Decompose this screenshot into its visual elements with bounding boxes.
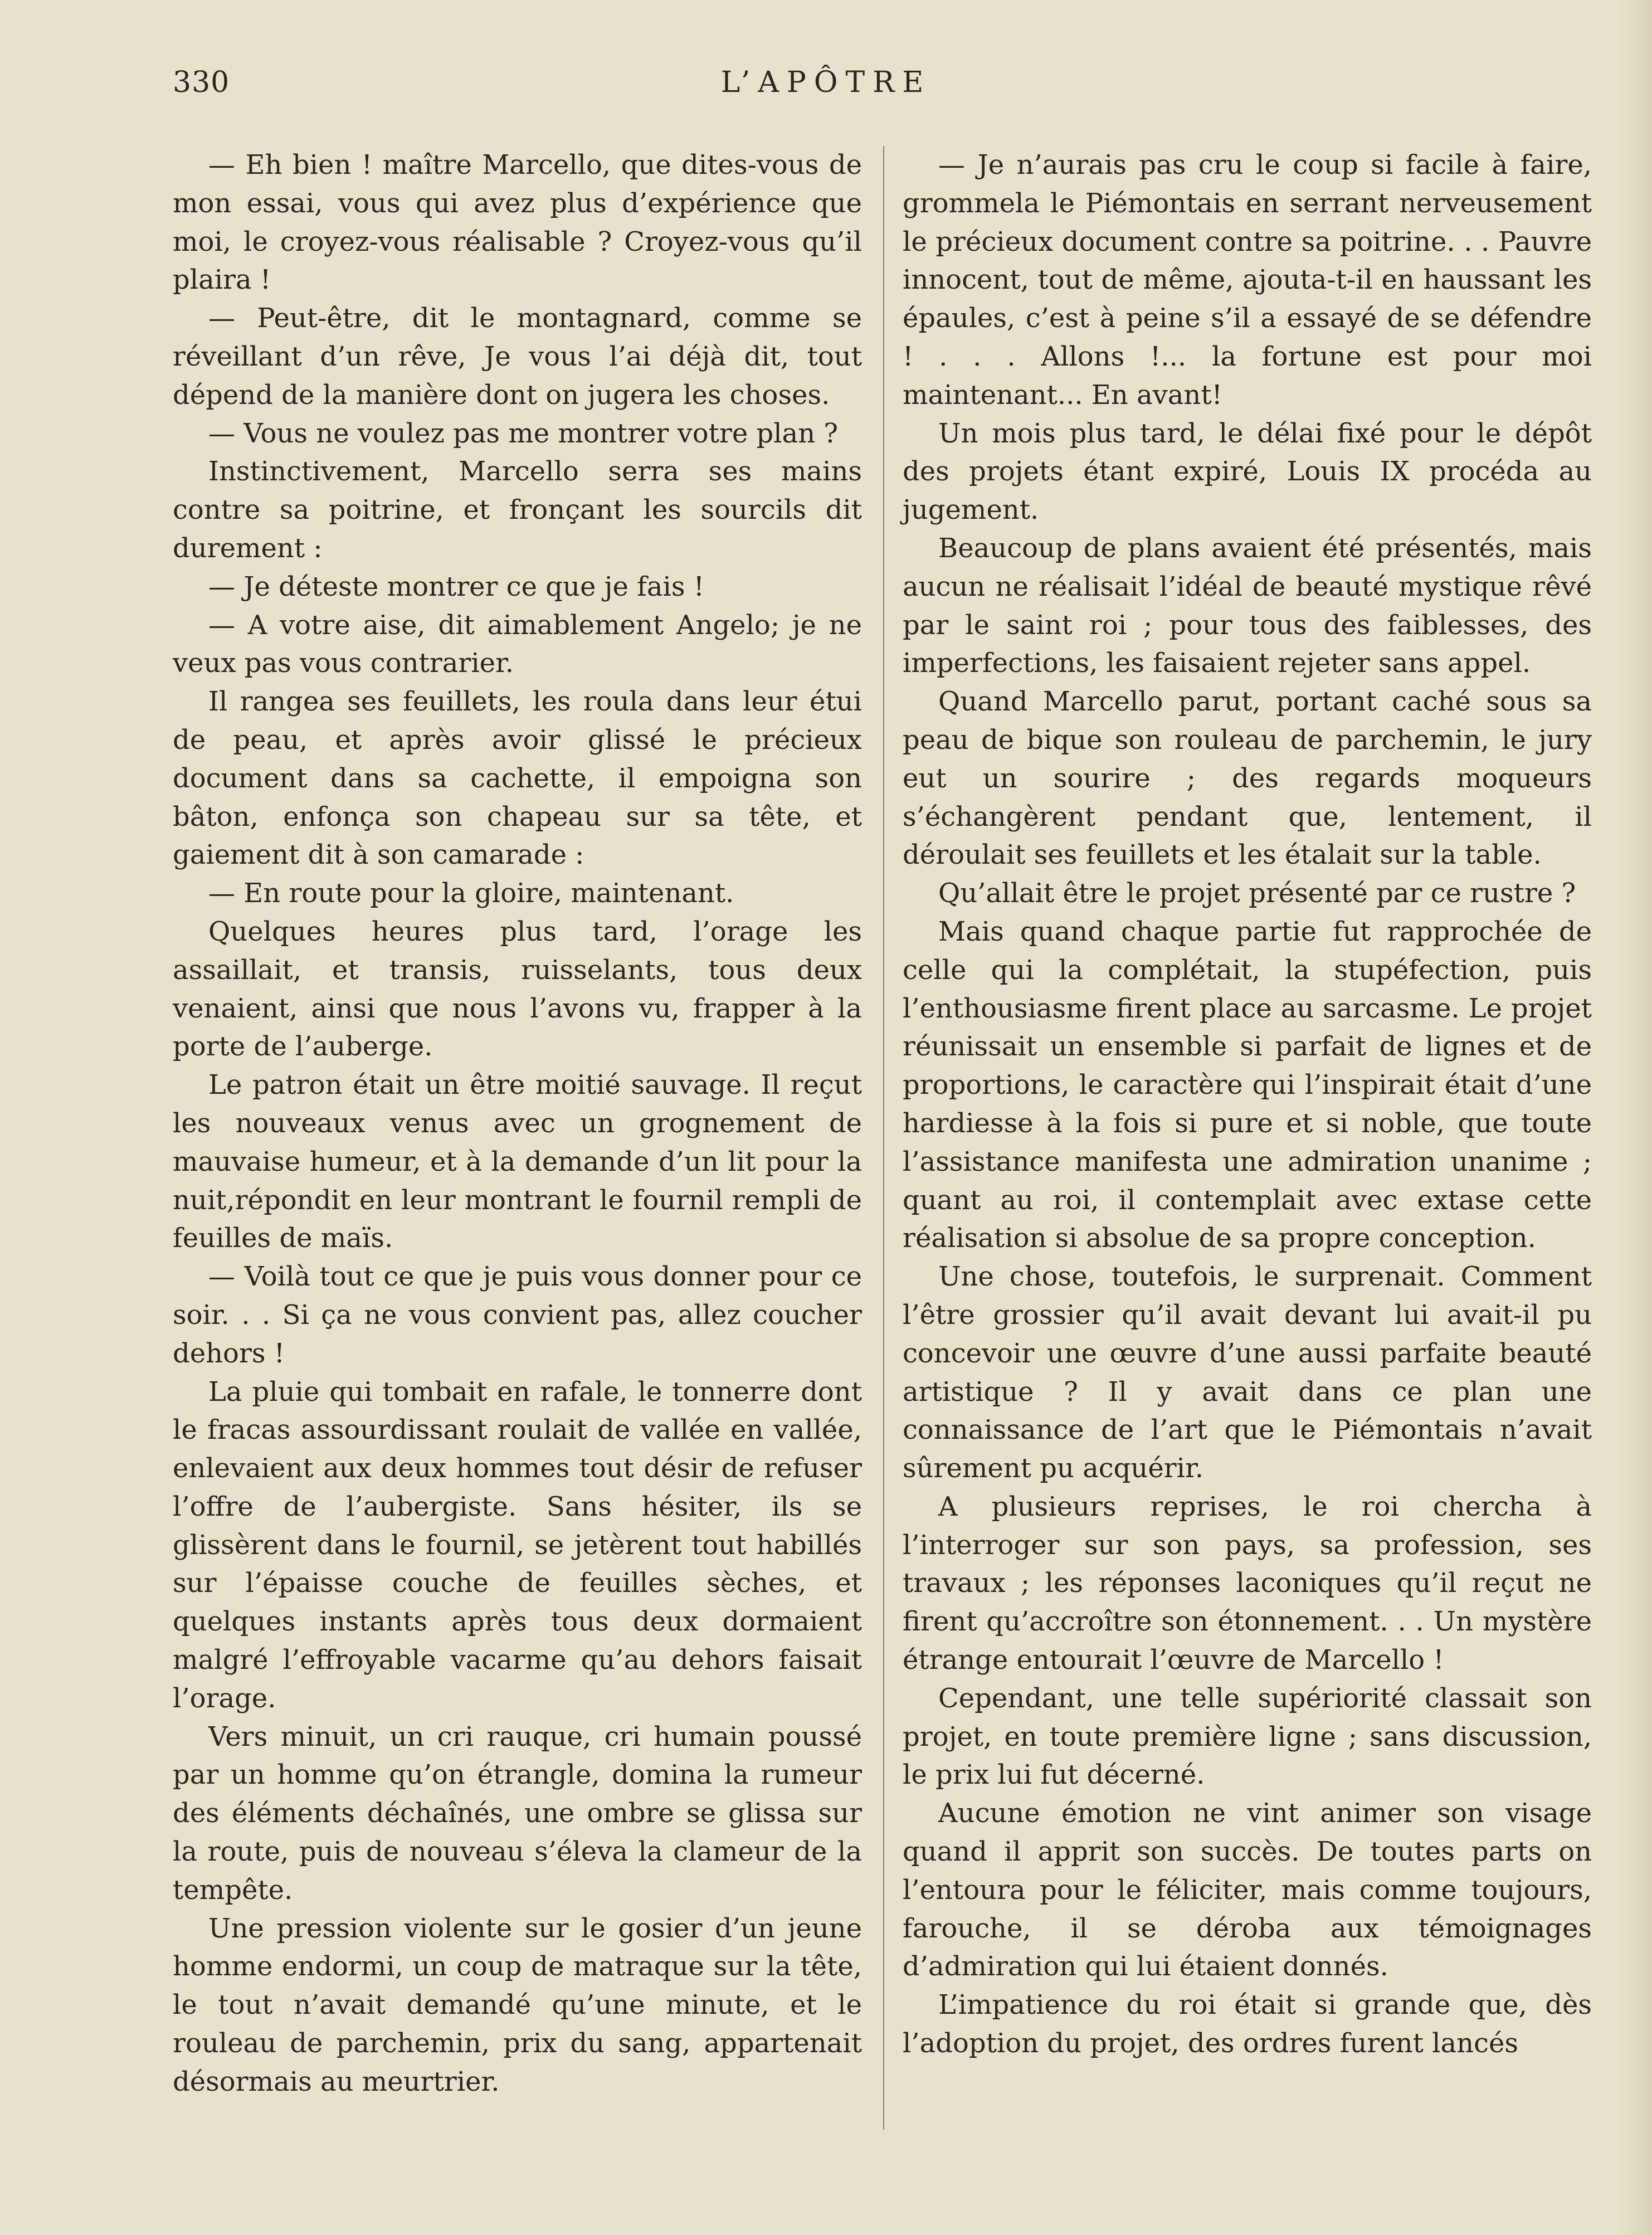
paragraph: — Voilà tout ce que je puis vous donner pour ce soir. . . Si ça ne vous convient pas, allez coucher dehors !	[173, 1261, 862, 1369]
paragraph: Quand Marcello parut, portant caché sous sa peau de bique son rouleau de parchemin, le jury eut un sourire ; des regards moqueurs s’échangèrent pendant que, lentement, il déroulait ses feuillets et les étalait sur la table.	[903, 686, 1592, 871]
running-title: L’APÔTRE	[720, 66, 932, 99]
paragraph: Qu’allait être le projet présenté par ce rustre ?	[938, 878, 1576, 909]
paragraph: — En route pour la gloire, maintenant.	[208, 878, 734, 909]
paragraph: Mais quand chaque partie fut rapprochée de celle qui la complétait, la stupéfection, puis l’enthousiasme firent place au sarcasme. Le projet réunissait un ensemble si parfait de lignes et de proportions, le caractère qui l’inspirait était d’une hardiesse à la fois si pure et si noble, que toute l’assistance manifesta une admiration unanime ; quant au roi, il contemplait avec extase cette réalisation si absolue de sa propre conception.	[903, 916, 1592, 1254]
paragraph: — Peut-être, dit le montagnard, comme se réveillant d’un rêve, Je vous l’ai déjà dit, tout dépend de la manière dont on jugera les choses.	[173, 303, 862, 411]
page-number: 330	[173, 66, 230, 99]
paragraph: L’impatience du roi était si grande que, dès l’adoption du projet, des ordres furent lancés	[903, 1989, 1592, 2059]
paragraph: Aucune émotion ne vint animer son visage quand il apprit son succès. De toutes parts on l’entoura pour le féliciter, mais comme toujours, farouche, il se déroba aux témoignages d’admiration qui lui étaient donnés.	[903, 1798, 1592, 1983]
paragraph: A plusieurs reprises, le roi chercha à l’interroger sur son pays, sa profession, ses travaux ; les réponses laconiques qu’il reçut ne firent qu’accroître son étonnement. . . Un mystère étrange entourait l’œuvre de Marcello !	[903, 1491, 1592, 1676]
paragraph: Cependant, une telle supériorité classait son projet, en toute première ligne ; sans discussion, le prix lui fut décerné.	[903, 1682, 1592, 1791]
paragraph: Le patron était un être moitié sauvage. Il reçut les nouveaux venus avec un grognement de mauvaise humeur, et à la demande d’un lit pour la nuit,répondit en leur montrant le fournil rempli de feuilles de maïs.	[173, 1069, 862, 1254]
paragraph: Beaucoup de plans avaient été présentés, mais aucun ne réalisait l’idéal de beauté mystique rêvé par le saint roi ; pour tous des faiblesses, des imperfections, les faisaient rejeter sans appel.	[903, 532, 1592, 679]
paragraph: Un mois plus tard, le délai fixé pour le dépôt des projets étant expiré, Louis IX procéda au jugement.	[903, 417, 1592, 526]
running-head	[0, 66, 1652, 110]
paragraph: Une pression violente sur le gosier d’un jeune homme endormi, un coup de matraque sur la tête, le tout n’avait demandé qu’une minute, et le rouleau de parchemin, prix du sang, appartenait désormais au meurtrier.	[173, 1912, 862, 2097]
page-edge-shadow	[1619, 0, 1652, 2235]
paragraph: — Je n’aurais pas cru le coup si facile à faire, grommela le Piémontais en serrant nerveusement le précieux document contre sa poitrine. . . Pauvre innocent, tout de même, ajouta-t-il en haussant les épaules, c’est à peine s’il a essayé de se défendre ! . . . Allons !... la fortune est pour moi maintenant... En avant!	[903, 149, 1592, 411]
paragraph: — Je déteste montrer ce que je fais !	[208, 571, 705, 602]
paragraph: — Eh bien ! maître Marcello, que dites-vous de mon essai, vous qui avez plus d’expérience que moi, le croyez-vous réalisable ? Croyez-vous qu’il plaira !	[173, 149, 862, 296]
paragraph: — A votre aise, dit aimablement Angelo; je ne veux pas vous contrarier.	[173, 609, 862, 679]
paragraph: Instinctivement, Marcello serra ses mains contre sa poitrine, et fronçant les sourcils dit durement :	[173, 456, 862, 564]
paragraph: Quelques heures plus tard, l’orage les assaillait, et transis, ruisselants, tous deux venaient, ainsi que nous l’avons vu, frapper à la porte de l’auberge.	[173, 916, 862, 1063]
paragraph: Une chose, toutefois, le surprenait. Comment l’être grossier qu’il avait devant lui avait-il pu concevoir une œuvre d’une aussi parfaite beauté artistique ? Il y avait dans ce plan une connaissance de l’art que le Piémontais n’avait sûrement pu acquérir.	[903, 1261, 1592, 1484]
paragraph: Vers minuit, un cri rauque, cri humain poussé par un homme qu’on étrangle, domina la rumeur des éléments déchaînés, une ombre se glissa sur la route, puis de nouveau s’éleva la clameur de la tempête.	[173, 1721, 862, 1906]
paragraph: Il rangea ses feuillets, les roula dans leur étui de peau, et après avoir glissé le précieux document dans sa cachette, il empoigna son bâton, enfonça son chapeau sur sa tête, et gaiement dit à son camarade :	[173, 686, 862, 871]
right-column	[903, 146, 1592, 2063]
paragraph: — Vous ne voulez pas me montrer votre plan ?	[208, 417, 839, 449]
paragraph: La pluie qui tombait en rafale, le tonnerre dont le fracas assourdissant roulait de vallée en vallée, enlevaient aux deux hommes tout désir de refuser l’offre de l’aubergiste. Sans hésiter, ils se glissèrent dans le fournil, se jetèrent tout habillés sur l’épaisse couche de feuilles sèches, et quelques instants après tous deux dormaient malgré l’effroyable vacarme qu’au dehors faisait l’orage.	[173, 1376, 862, 1714]
column-divider	[883, 146, 884, 2130]
left-column	[173, 146, 862, 2101]
